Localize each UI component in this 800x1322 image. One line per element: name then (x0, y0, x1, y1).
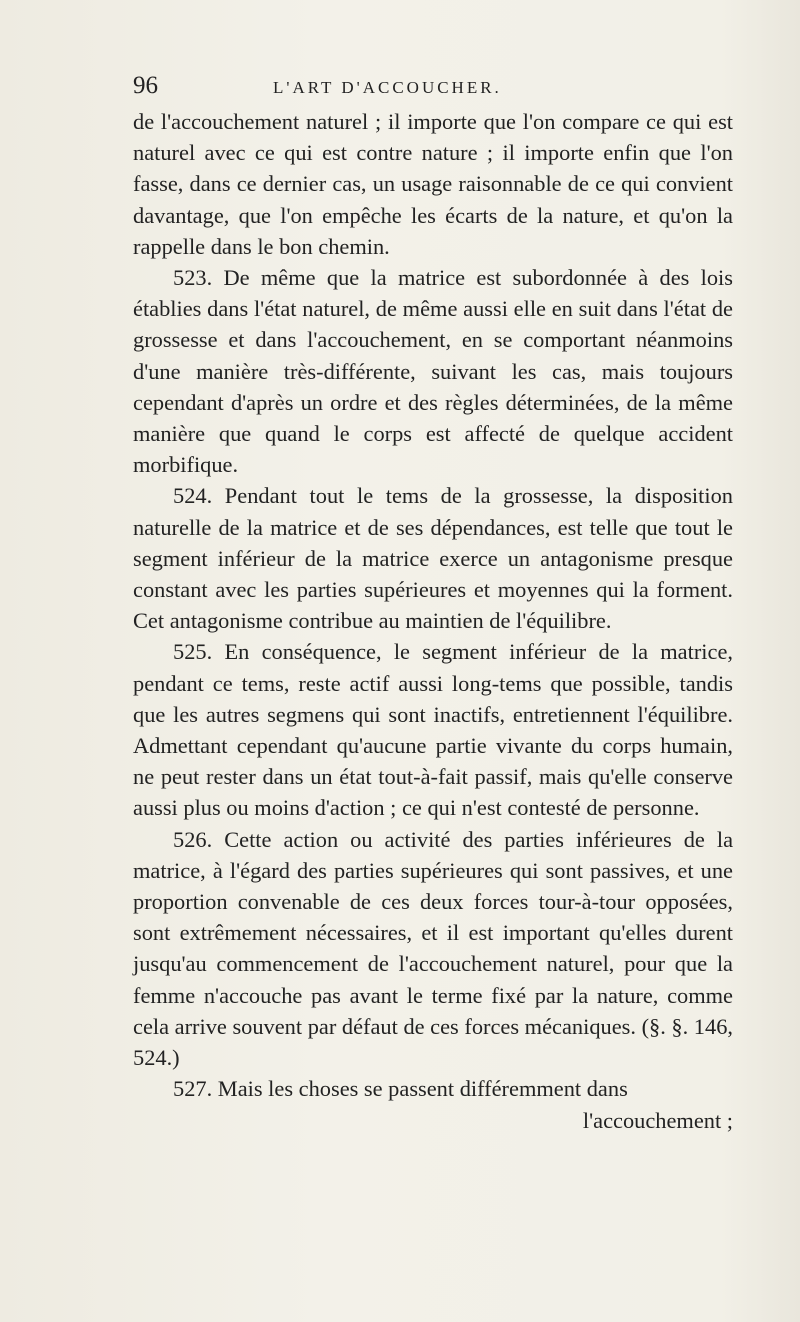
catchword: l'accouchement ; (582, 1107, 733, 1133)
paragraph-number: 525. (173, 639, 213, 665)
paragraph-number: 527. (173, 1076, 213, 1102)
paragraph-526 (133, 824, 733, 1074)
paragraph-text: En conséquence, le segment inférieur de la matrice, pendant ce tems, reste actif aussi long-tems que possible, tandis que les autres segmens qui sont inactifs, entretiennent l'équilibre. Admettant cependant qu'aucune partie vivante du corps humain, ne peut rester dans un état tout-à-fait passif, mais qu'elle conserve aussi plus ou moins d'action ; ce qui n'est contesté de personne. (133, 639, 733, 821)
paragraph-523 (133, 262, 733, 480)
paragraph-continuation (133, 106, 733, 262)
paragraph-number: 524. (173, 483, 213, 509)
paragraph-number: 523. (173, 265, 213, 291)
paragraph-524 (133, 480, 733, 636)
paragraph-text: de l'accouchement naturel ; il importe que l'on compare ce qui est naturel avec ce qui est contre nature ; il importe enfin que l'on fasse, dans ce dernier cas, un usage raisonnable de ce qui convient davantage, que l'on empêche les écarts de la nature, et qu'on la rappelle dans le bon chemin. (133, 109, 733, 259)
page-number: 96 (133, 72, 158, 99)
paragraph-text: Cette action ou activité des parties inférieures de la matrice, à l'égard des parties supérieures qui sont passives, et une proportion convenable de ces deux forces tour-à-tour opposées, sont extrêmement nécessaires, et il est important qu'elles durent jusqu'au commencement de l'accouchement naturel, pour que la femme n'accouche pas avant le terme fixé par la nature, comme cela arrive souvent par défaut de ces forces mécaniques. (§. §. 146, 524.) (133, 826, 734, 1071)
paragraph-number: 526. (173, 826, 213, 852)
paragraph-527 (133, 1073, 733, 1135)
paragraph-text: Mais les choses se passent différemment dans (217, 1076, 628, 1102)
paragraph-text: De même que la matrice est subordonnée à des lois établies dans l'état naturel, de même aussi elle en suit dans l'état de grossesse et dans l'accouchement, en se comportant néanmoins d'une manière très-différente, suivant les cas, mais toujours cependant d'après un ordre et des règles déterminées, de la même manière que quand le corps est affecté de quelque accident morbifique. (133, 265, 733, 478)
paragraph-525 (133, 636, 733, 823)
body-text (133, 106, 733, 1136)
running-head: L'ART D'ACCOUCHER. (273, 78, 502, 97)
page-header (133, 72, 733, 108)
paragraph-text: Pendant tout le tems de la grossesse, la disposition naturelle de la matrice et de ses dépendances, est telle que tout le segment inférieur de la matrice exerce un antagonisme presque constant avec les parties supérieures et moyennes qui la forment. Cet antagonisme contribue au maintien de l'équilibre. (133, 483, 733, 634)
